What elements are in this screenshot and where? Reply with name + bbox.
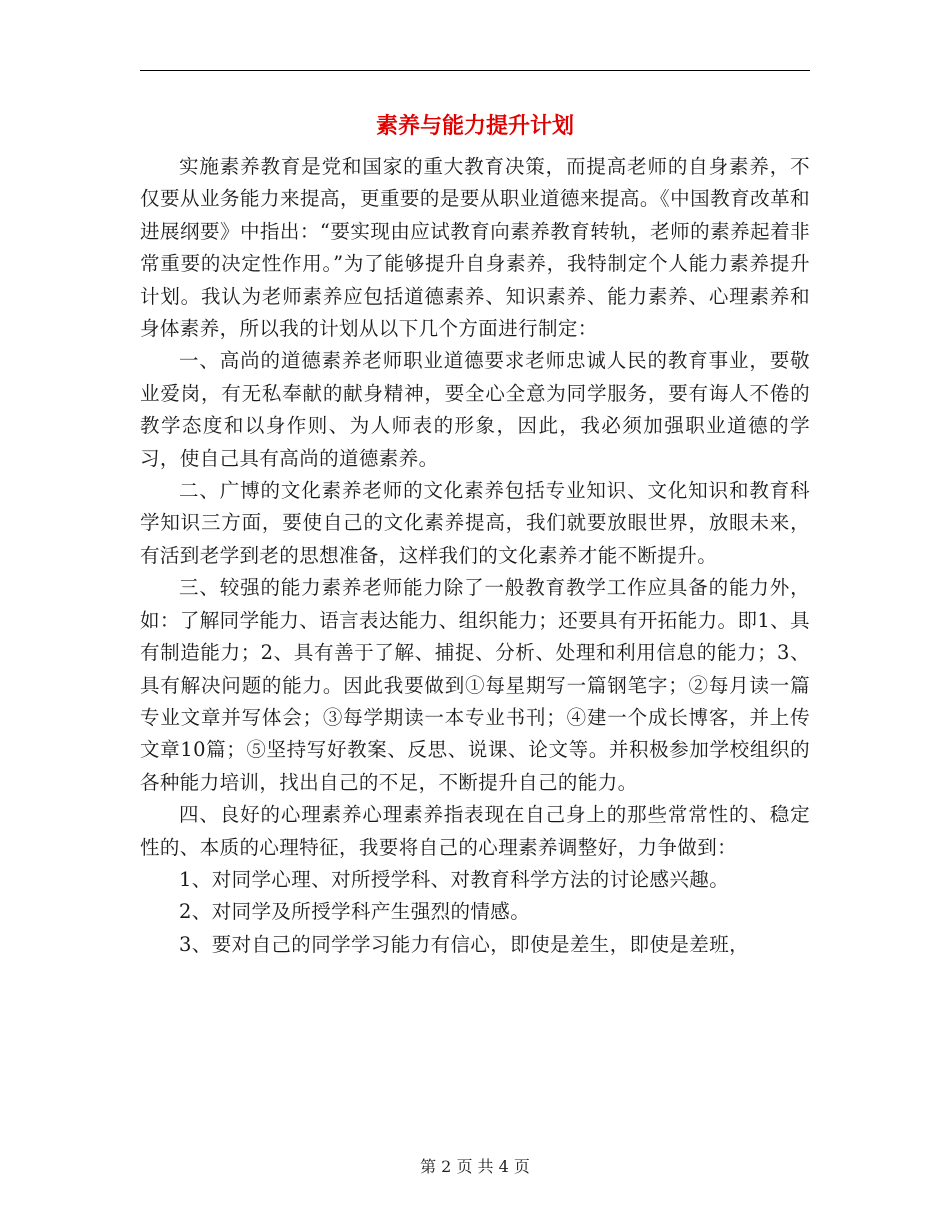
list-item-3: 3、要对自己的同学学习能力有信心，即使是差生，即使是差班， (179, 932, 750, 956)
page-number-footer: 第 2 页 共 4 页 (420, 1157, 530, 1176)
paragraph-ability: 三、较强的能力素养老师能力除了一般教育教学工作应具备的能力外，如：了解同学能力、语言表达能力、组织能力；还要具有开拓能力。即1、具有制造能力；2、具有善于了解、捕捉、分析、处理和利用信息的能力；3、具有解决问题的能力。因此我要做到①每星期写一篇钢笔字；②每月读一篇专业文章并写体会；③每学期读一本专业书刊；④建一个成长博客，并上传文章10篇；⑤坚持写好教案、反思、说课、论文等。并积极参加学校组织的各种能力培训，找出自己的不足，不断提升自己的能力。 (140, 576, 810, 794)
header-rule (140, 70, 810, 71)
list-item-2: 2、对同学及所授学科产生强烈的情感。 (179, 900, 531, 924)
paragraph-intro: 实施素养教育是党和国家的重大教育决策，而提高老师的自身素养，不仅要从业务能力来提高，更重要的是要从职业道德来提高。《中国教育改革和进展纲要》中指出：“要实现由应试教育向素养教育转轨，老师的素养起着非常重要的决定性作用。”为了能够提升自身素养，我特制定个人能力素养提升计划。我认为老师素养应包括道德素养、知识素养、能力素养、心理素养和身体素养，所以我的计划从以下几个方面进行制定： (140, 155, 810, 341)
document-title: 素养与能力提升计划 (375, 113, 574, 139)
document-body (140, 151, 810, 961)
list-item-1: 1、对同学心理、对所授学科、对教育科学方法的讨论感兴趣。 (179, 867, 730, 891)
paragraph-culture: 二、广博的文化素养老师的文化素养包括专业知识、文化知识和教育科学知识三方面，要使自己的文化素养提高，我们就要放眼世界，放眼未来，有活到老学到老的思想准备，这样我们的文化素养才能不断提升。 (140, 479, 810, 567)
paragraph-psychology: 四、良好的心理素养心理素养指表现在自己身上的那些常常性的、稳定性的、本质的心理特征，我要将自己的心理素养调整好，力争做到： (140, 803, 810, 859)
paragraph-moral: 一、高尚的道德素养老师职业道德要求老师忠诚人民的教育事业，要敬业爱岗，有无私奉献的献身精神，要全心全意为同学服务，要有诲人不倦的教学态度和以身作则、为人师表的形象，因此，我必须加强职业道德的学习，使自己具有高尚的道德素养。 (140, 349, 810, 470)
